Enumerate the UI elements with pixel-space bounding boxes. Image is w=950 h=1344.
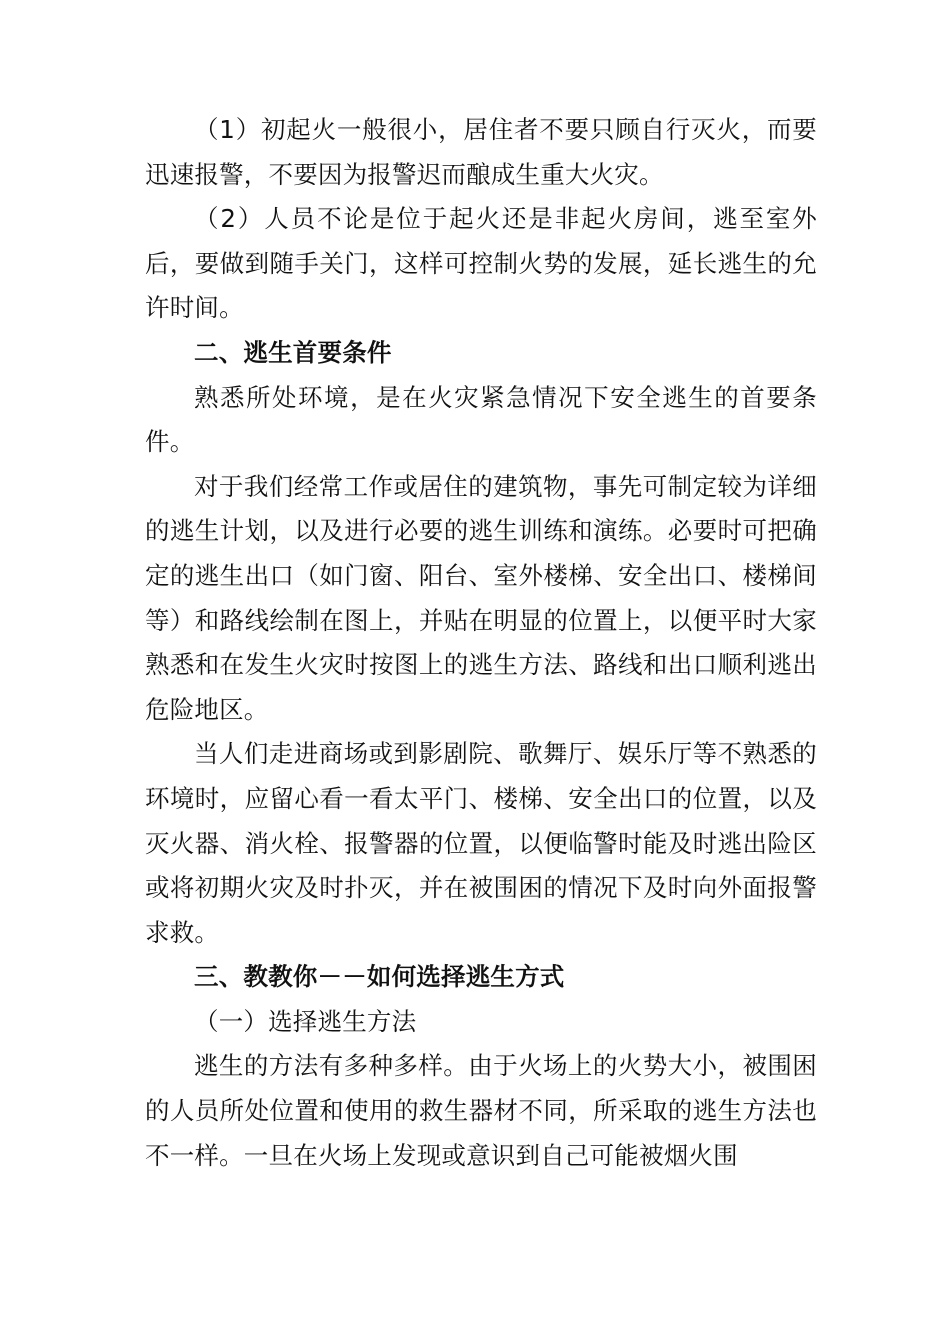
paragraph-close-door: （2）人员不论是位于起火还是非起火房间，逃至室外后，要做到随手关门，这样可控制火势的发展，延长逃生的允许时间。 bbox=[145, 204, 817, 323]
paragraph-alarm-early: （1）初起火一般很小，居住者不要只顾自行灭火，而要迅速报警，不要因为报警迟而酿成生重大火灾。 bbox=[145, 115, 817, 189]
paragraph-unfamiliar-places: 当人们走进商场或到影剧院、歌舞厅、娱乐厅等不熟悉的环境时，应留心看一看太平门、楼梯、安全出口的位置，以及灭火器、消火栓、报警器的位置，以便临警时能及时逃出险区或将初期火灾及时扑灭，并在被围困的情况下及时向外面报警求救。 bbox=[145, 739, 817, 947]
paragraph-escape-plan: 对于我们经常工作或居住的建筑物，事先可制定较为详细的逃生计划，以及进行必要的逃生训练和演练。必要时可把确定的逃生出口（如门窗、阳台、室外楼梯、安全出口、楼梯间等）和路线绘制在图上，并贴在明显的位置上，以便平时大家熟悉和在发生火灾时按图上的逃生方法、路线和出口顺利逃出危险地区。 bbox=[145, 471, 817, 724]
paragraph-know-environment: 熟悉所处环境，是在火灾紧急情况下安全逃生的首要条件。 bbox=[145, 382, 817, 457]
section-heading-escape-methods: 三、教教你－－如何选择逃生方式 bbox=[194, 962, 565, 992]
paragraph-escape-methods: 逃生的方法有多种多样。由于火场上的火势大小，被围困的人员所处位置和使用的救生器材不同，所采取的逃生方法也不一样。一旦在火场上发现或意识到自己可能被烟火围 bbox=[145, 1051, 817, 1170]
section-heading-escape-conditions: 二、逃生首要条件 bbox=[194, 337, 392, 367]
subheading-choose-method: （一）选择逃生方法 bbox=[194, 1006, 417, 1036]
document-body bbox=[145, 108, 817, 1178]
